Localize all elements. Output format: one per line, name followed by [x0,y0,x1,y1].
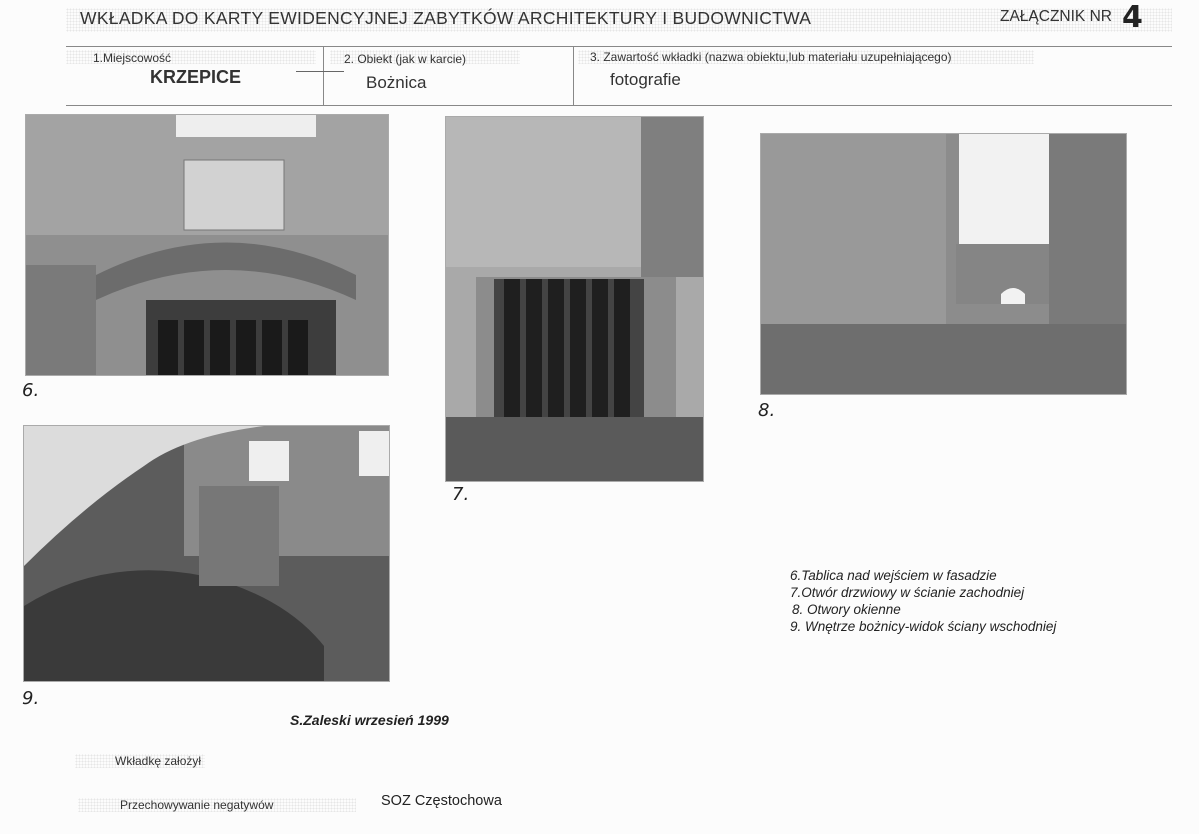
header-bottom-line [66,105,1172,106]
object-value: Bożnica [366,73,427,92]
attachment-label: ZAŁĄCZNIK NR [1000,8,1112,25]
photo-6-facade-plaque [25,114,389,376]
caption-8: 8. Otwory okienne [792,602,901,617]
photo-6-number: 6. [22,380,40,401]
photo-7-number: 7. [452,484,470,505]
place-value: KRZEPICE [150,67,242,87]
caption-7: 7.Otwór drzwiowy w ścianie zachodniej [790,585,1025,600]
photo-8-number: 8. [758,400,776,421]
author-date: S.Zaleski wrzesień 1999 [290,712,449,728]
object-label: 2. Obiekt (jak w karcie) [344,52,467,66]
header-top-line [66,46,1172,47]
negatives-value: SOZ Częstochowa [381,793,502,809]
photo-9-number: 9. [22,688,40,709]
field-divider-1 [323,46,324,105]
photo-captions [790,567,1056,635]
caption-6: 6.Tablica nad wejściem w fasadzie [790,568,997,583]
photo-8-window-openings [760,133,1127,395]
created-by-label: Wkładkę założył [115,754,202,768]
attachment-number: 4 [1122,0,1143,35]
caption-9: 9. Wnętrze bożnicy-widok ściany wschodniej [790,619,1057,634]
content-label: 3. Zawartość wkładki (nazwa obiektu,lub materiału uzupełniającego) [590,50,952,64]
photo-7-door-opening [445,116,704,482]
document-title: WKŁADKA DO KARTY EWIDENCYJNEJ ZABYTKÓW ARCHITEKTURY I BUDOWNICTWA [80,8,812,28]
field-divider-2 [573,46,574,105]
photo-9-interior-east-wall [23,425,390,682]
place-dash [296,71,344,72]
place-label: 1.Miejscowość [93,51,172,65]
negatives-label: Przechowywanie negatywów [120,798,274,812]
content-value: fotografie [610,70,681,89]
